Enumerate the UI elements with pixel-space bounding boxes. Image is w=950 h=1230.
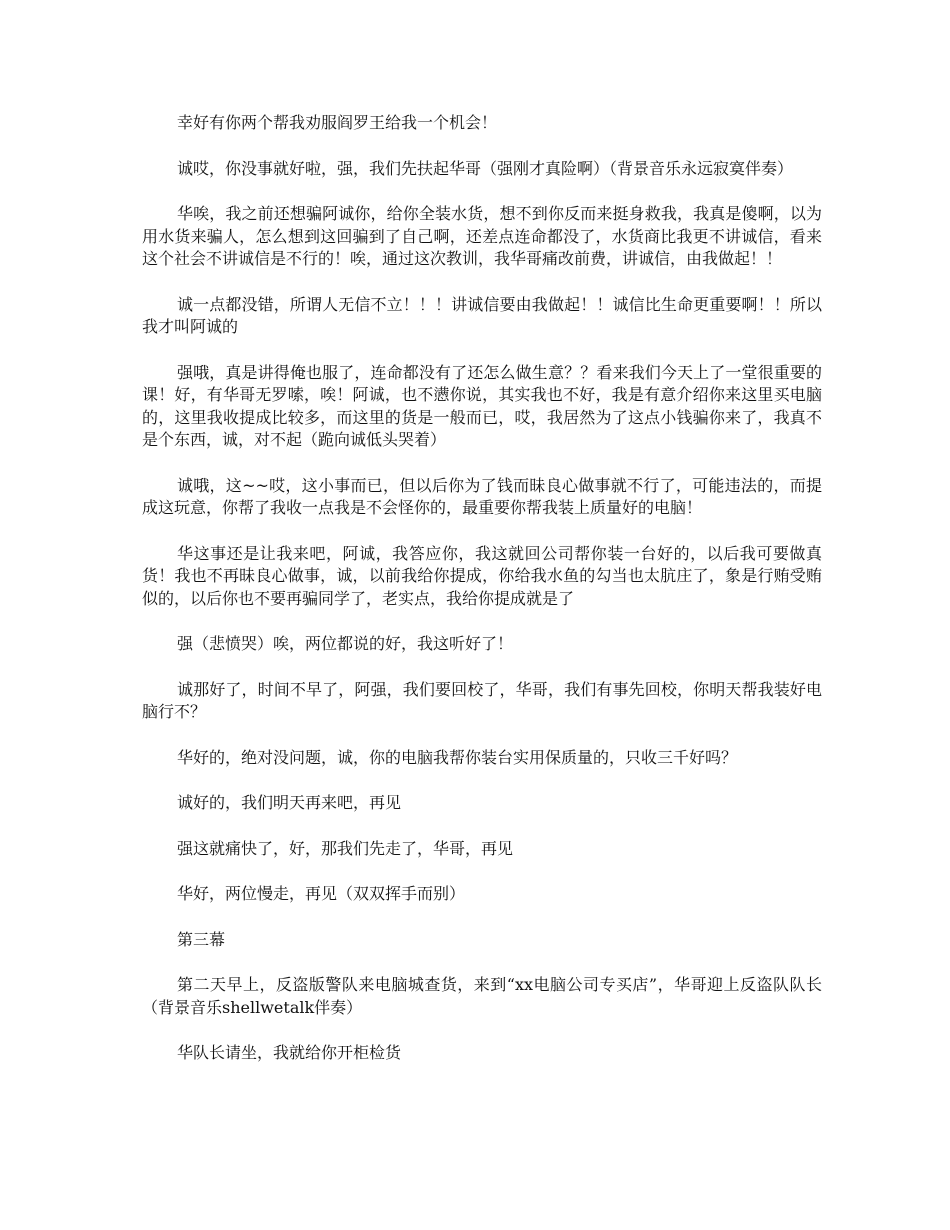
paragraph-4: 诚一点都没错，所谓人无信不立！！！讲诚信要由我做起！！诚信比生命更重要啊！！所以我才叫阿诚的: [142, 294, 822, 336]
paragraph-13: 华好，两位慢走，再见（双双挥手而别）: [177, 884, 466, 903]
paragraph-5: 强哦，真是讲得俺也服了，连命都没有了还怎么做生意？？看来我们今天上了一堂很重要的课！好，有华哥无罗嗦，唉！阿诚，也不懑你说，其实我也不好，我是有意介绍你来这里买电脑的，这里我收提成比较多，而这里的货是一般而已，哎，我居然为了这点小钱骗你来了，我真不是个东西，诚，对不起（跪向诚低头哭着）: [142, 362, 822, 449]
section-heading-act-3: 第三幕: [177, 929, 226, 949]
paragraph-6: 诚哦，这~~哎，这小事而已，但以后你为了钱而昧良心做事就不行了，可能违法的，而提成这玩意，你帮了我收一点我是不会怪你的，最重要你帮我装上质量好的电脑！: [142, 475, 822, 517]
paragraph-3: 华唉，我之前还想骗阿诚你，给你全装水货，想不到你反而来挺身救我，我真是傻啊，以为用水货来骗人，怎么想到这回骗到了自己啊，还差点连命都没了，水货商比我更不讲诚信，看来这个社会不讲诚信是不行的！唉，通过这次教训，我华哥痛改前费，讲诚信，由我做起！！: [142, 204, 822, 268]
paragraph-9: 诚那好了，时间不早了，阿强，我们要回校了，华哥，我们有事先回校，你明天帮我装好电脑行不？: [142, 679, 822, 721]
paragraph-10: 华好的，绝对没问题，诚，你的电脑我帮你装台实用保质量的，只收三千好吗？: [177, 747, 738, 767]
paragraph-8: 强（悲愤哭）唉，两位都说的好，我这听好了！: [177, 634, 514, 653]
paragraph-15: 第二天早上，反盗版警队来电脑城查货，来到“xx电脑公司专买店”，华哥迎上反盗队队长（背景音乐shellwetalk伴奏）: [142, 975, 822, 1017]
paragraph-7: 华这事还是让我来吧，阿诚，我答应你，我这就回公司帮你装一台好的，以后我可要做真货！我也不再昧良心做事，诚，以前我给你提成，你给我水鱼的勾当也太肮庄了，象是行贿受贿似的，以后你也不要再骗同学了，老实点，我给你提成就是了: [142, 543, 822, 608]
paragraph-11: 诚好的，我们明天再来吧，再见: [177, 793, 402, 812]
paragraph-2: 诚哎，你没事就好啦，强，我们先扶起华哥（强刚才真险啊）（背景音乐永远寂寞伴奏）: [177, 158, 794, 178]
paragraph-12: 强这就痛快了，好，那我们先走了，华哥，再见: [177, 838, 514, 858]
paragraph-1: 幸好有你两个帮我劝服阎罗王给我一个机会！: [177, 113, 498, 132]
paragraph-16: 华队长请坐，我就给你开柜检货: [177, 1043, 402, 1062]
document-body: [142, 112, 822, 1088]
